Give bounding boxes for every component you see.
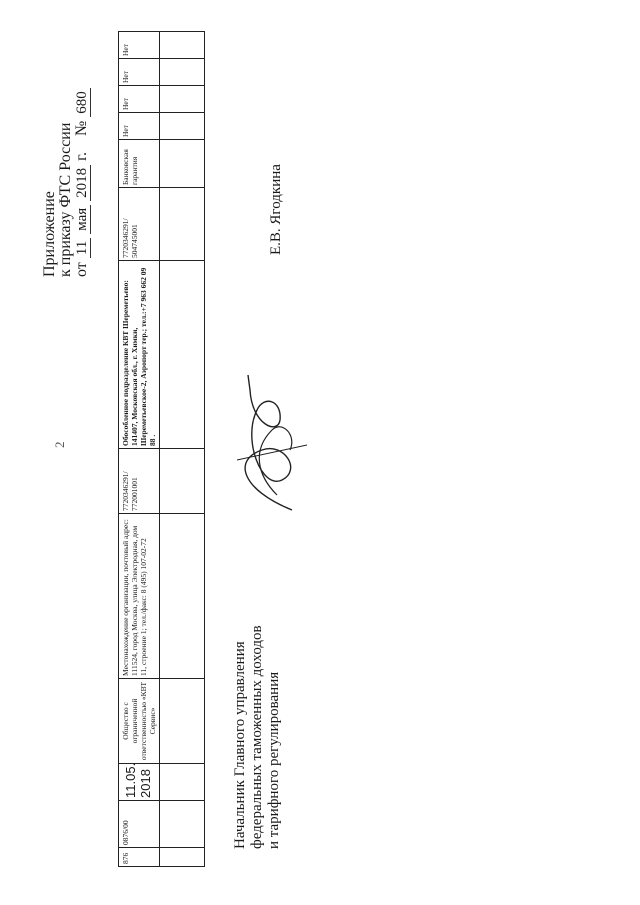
head-line3: и тарифного регулирования (266, 671, 282, 849)
head-title (232, 589, 283, 849)
table-row-blank (160, 32, 205, 867)
cell-org-name: Общество с ограниченной ответственностью «КВТ Сервис» (119, 679, 160, 764)
appendix-header (42, 12, 90, 277)
cell-date: 11.05. 2018 (119, 764, 160, 801)
cell-division-inn-kpp: 7720346291/ 504745001 (119, 188, 160, 261)
cell-code: 0876/00 (119, 801, 160, 848)
cell-number: 876 (119, 848, 160, 867)
cell-address: Местонахождение организации, почтовый адрес: 111524, город Москва, улица Электродная, дом 11, строение 1; тел./факс: 8 (495) 107-02-72 (119, 514, 160, 679)
cell-guarantee: Банковская гарантия (119, 140, 160, 188)
table-row (119, 32, 160, 867)
appendix-date-line (74, 12, 90, 277)
appendix-year-suffix: г. (73, 152, 90, 161)
cell-division: Обособленное подразделение КВТ Шереметьево: 141407, Московская обл., г. Химки, Шереметьевское-2, Аэропорт тер.; тел.:+7 963 662 09 88 . (119, 261, 160, 449)
appendix-line2: к приказу ФТС России (57, 122, 74, 277)
appendix-day: 11 (74, 238, 91, 258)
page-number: 2 (52, 441, 67, 448)
appendix-number-sign: № (73, 120, 90, 137)
cell-flag-4: Нет (119, 32, 160, 59)
signer-name: Е.В. Ягодкина (268, 164, 284, 255)
handwritten-signature (222, 370, 312, 520)
appendix-month: мая (74, 205, 91, 234)
appendix-prefix: от (73, 262, 90, 277)
cell-flag-1: Нет (119, 113, 160, 140)
cell-flag-2: Нет (119, 86, 160, 113)
head-line1: Начальник Главного управления (232, 641, 248, 849)
appendix-year: 2018 (74, 165, 91, 201)
appendix-line1: Приложение (41, 191, 58, 277)
cell-inn-kpp: 7720346291/ 772001001 (119, 449, 160, 514)
appendix-number: 680 (74, 88, 91, 117)
head-line2: федеральных таможенных доходов (249, 625, 265, 849)
register-table (118, 31, 205, 867)
cell-flag-3: Нет (119, 59, 160, 86)
